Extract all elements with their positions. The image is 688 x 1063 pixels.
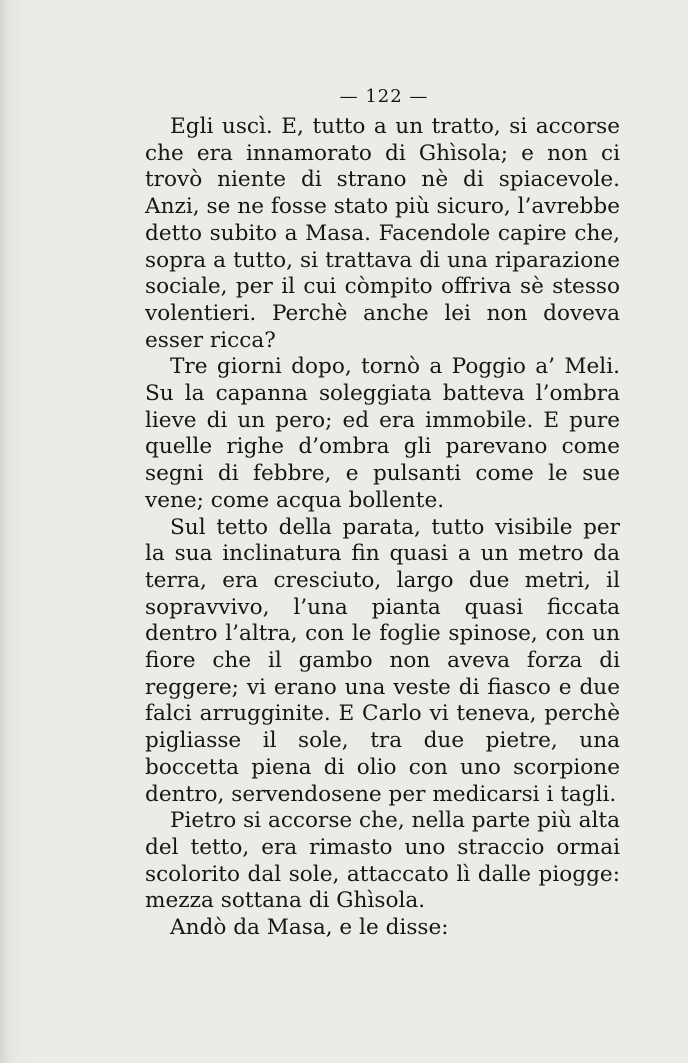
page-number: — 122 — (339, 86, 429, 107)
paragraph-5: Andò da Masa, e le disse: (170, 915, 449, 941)
paragraph-1: Egli uscì. E, tutto a un tratto, si accorse che era innamorato di Ghìsola; e non ci trovò niente di strano nè di spiacevole. Anzi, se ne fosse stato più sicuro, l’avrebbe detto subito a Masa. Facendole capire che, sopra a tutto, si trattava di una riparazione sociale, per il cui còmpito offriva sè stesso volentieri. Perchè anche lei non doveva esser ricca? (145, 114, 620, 353)
paragraph-2: Tre giorni dopo, tornò a Poggio a’ Meli. Su la capanna soleggiata batteva l’ombra lieve di un pero; ed era immobile. E pure quelle righe d’ombra gli parevano come segni di febbre, e pulsanti come le sue vene; come acqua bollente. (145, 354, 620, 513)
paragraph-3: Sul tetto della parata, tutto visibile per la sua inclinatura fin quasi a un metro da terra, era cresciuto, largo due metri, il sopravvivo, l’una pianta quasi ficcata dentro l’altra, con le foglie spinose, con un fiore che il gambo non aveva forza di reggere; vi erano una veste di fiasco e due falci arrugginite. E Carlo vi teneva, perchè pigliasse il sole, tra due pietre, una boccetta piena di olio con uno scorpione dentro, servendosene per medicarsi i tagli. (145, 514, 620, 807)
paragraph-4: Pietro si accorse che, nella parte più alta del tetto, era rimasto uno straccio ormai scolorito dal sole, attaccato lì dalle piogge: mezza sottana di Ghìsola. (145, 808, 620, 914)
body-text (145, 114, 620, 942)
